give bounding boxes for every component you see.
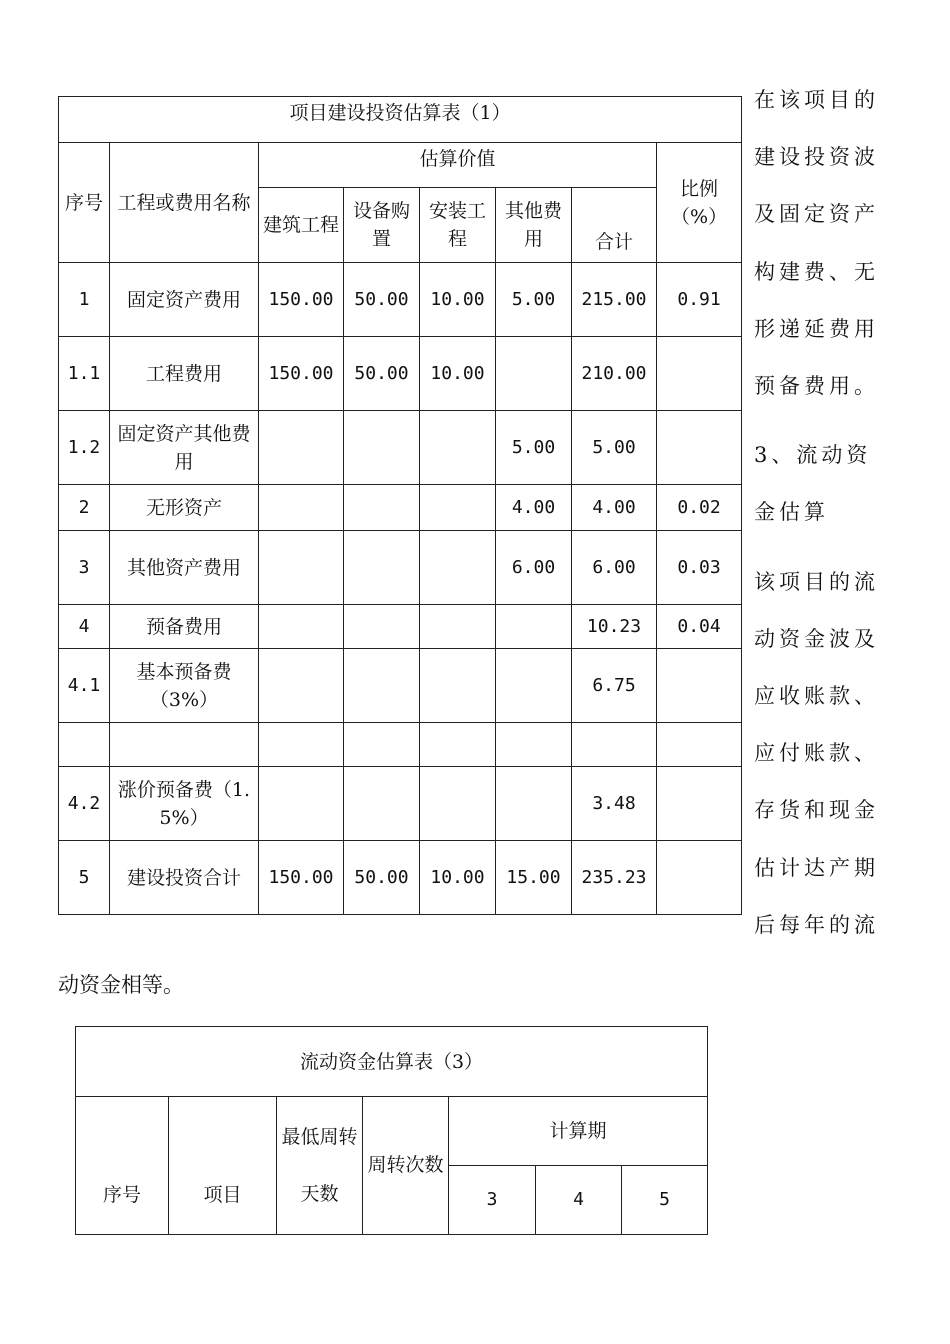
working-capital-table — [75, 1026, 708, 1235]
side-paragraphs — [754, 72, 889, 954]
header-estimate-value: 估算价值 — [259, 143, 657, 188]
cell-ratio — [657, 411, 742, 485]
cell-other — [496, 767, 572, 841]
table-row — [59, 723, 742, 767]
side-paragraph-1: 在该项目的建设投资波及固定资产构建费、无形递延费用预备费用。 — [754, 88, 879, 399]
cell-ratio: 0.02 — [657, 485, 742, 531]
table-row — [59, 841, 742, 915]
cell-build — [259, 649, 344, 723]
table-row — [59, 411, 742, 485]
cell-build — [259, 723, 344, 767]
cell-equip — [344, 605, 420, 649]
cell-ratio: 0.91 — [657, 263, 742, 337]
cell-equip: 50.00 — [344, 337, 420, 411]
cell-name: 固定资产其他费用 — [110, 411, 259, 485]
table2-header-seq: 序号 — [76, 1097, 169, 1235]
cell-seq: 5 — [59, 841, 110, 915]
header-equip: 设备购置 — [344, 188, 420, 263]
cell-total: 6.00 — [572, 531, 657, 605]
cell-other: 6.00 — [496, 531, 572, 605]
cell-other: 15.00 — [496, 841, 572, 915]
cell-name: 建设投资合计 — [110, 841, 259, 915]
table2-header-turnover: 周转次数 — [363, 1097, 449, 1235]
cell-install — [420, 411, 496, 485]
cell-build — [259, 531, 344, 605]
cell-other — [496, 605, 572, 649]
cell-equip — [344, 723, 420, 767]
cell-other — [496, 723, 572, 767]
header-total: 合计 — [572, 188, 657, 263]
cell-build — [259, 767, 344, 841]
cell-other: 5.00 — [496, 263, 572, 337]
cell-name: 预备费用 — [110, 605, 259, 649]
cell-seq: 2 — [59, 485, 110, 531]
cell-install — [420, 649, 496, 723]
header-name: 工程或费用名称 — [110, 143, 259, 263]
cell-name: 固定资产费用 — [110, 263, 259, 337]
header-install: 安装工程 — [420, 188, 496, 263]
cell-install — [420, 485, 496, 531]
cell-total: 10.23 — [572, 605, 657, 649]
table2-header-period: 计算期 — [449, 1097, 708, 1166]
header-ratio: 比例（%） — [657, 143, 742, 263]
cell-install — [420, 531, 496, 605]
cell-build: 150.00 — [259, 337, 344, 411]
cell-seq: 4.2 — [59, 767, 110, 841]
cell-other — [496, 337, 572, 411]
header-seq: 序号 — [59, 143, 110, 263]
cell-install: 10.00 — [420, 263, 496, 337]
header-build: 建筑工程 — [259, 188, 344, 263]
table2-title: 流动资金估算表（3） — [76, 1027, 708, 1097]
side-paragraph-3: 该项目的流动资金波及应收账款、应付账款、存货和现金估计达产期后每年的流 — [754, 569, 879, 937]
cell-build — [259, 485, 344, 531]
cell-equip — [344, 411, 420, 485]
cell-name: 基本预备费（3%） — [110, 649, 259, 723]
table-row — [59, 531, 742, 605]
continuation-text: 动资金相等。 — [58, 973, 184, 997]
cell-total: 6.75 — [572, 649, 657, 723]
cell-total: 5.00 — [572, 411, 657, 485]
table2-header-item: 项目 — [169, 1097, 277, 1235]
cell-ratio — [657, 841, 742, 915]
cell-install — [420, 723, 496, 767]
table2-period-3: 3 — [449, 1166, 536, 1235]
investment-estimate-table — [58, 96, 742, 915]
table-row — [59, 605, 742, 649]
cell-ratio — [657, 767, 742, 841]
cell-total — [572, 723, 657, 767]
table1-title: 项目建设投资估算表（1） — [59, 97, 742, 143]
cell-name: 其他资产费用 — [110, 531, 259, 605]
cell-other — [496, 649, 572, 723]
cell-name: 涨价预备费（1.5%） — [110, 767, 259, 841]
cell-total: 4.00 — [572, 485, 657, 531]
table-row — [59, 767, 742, 841]
cell-install — [420, 605, 496, 649]
cell-seq: 1.2 — [59, 411, 110, 485]
cell-equip — [344, 485, 420, 531]
table-row — [59, 649, 742, 723]
cell-total: 3.48 — [572, 767, 657, 841]
cell-total: 215.00 — [572, 263, 657, 337]
cell-seq: 3 — [59, 531, 110, 605]
cell-ratio — [657, 649, 742, 723]
table-row — [59, 337, 742, 411]
side-paragraph-2: 3、流动资金估算 — [754, 443, 872, 525]
cell-install: 10.00 — [420, 841, 496, 915]
cell-seq: 1 — [59, 263, 110, 337]
cell-equip — [344, 767, 420, 841]
cell-name — [110, 723, 259, 767]
cell-seq — [59, 723, 110, 767]
cell-equip — [344, 649, 420, 723]
cell-seq: 4.1 — [59, 649, 110, 723]
cell-build — [259, 411, 344, 485]
cell-ratio — [657, 337, 742, 411]
cell-other: 4.00 — [496, 485, 572, 531]
cell-ratio: 0.03 — [657, 531, 742, 605]
cell-ratio — [657, 723, 742, 767]
table2-period-5: 5 — [622, 1166, 708, 1235]
table-row — [59, 263, 742, 337]
cell-install — [420, 767, 496, 841]
cell-build: 150.00 — [259, 841, 344, 915]
table2-header-min-days: 最低周转天数 — [277, 1097, 363, 1235]
cell-name: 工程费用 — [110, 337, 259, 411]
cell-seq: 4 — [59, 605, 110, 649]
cell-equip: 50.00 — [344, 263, 420, 337]
cell-build: 150.00 — [259, 263, 344, 337]
table2-period-4: 4 — [536, 1166, 622, 1235]
header-other: 其他费用 — [496, 188, 572, 263]
cell-install: 10.00 — [420, 337, 496, 411]
cell-total: 235.23 — [572, 841, 657, 915]
cell-name: 无形资产 — [110, 485, 259, 531]
cell-other: 5.00 — [496, 411, 572, 485]
table-row — [59, 485, 742, 531]
cell-ratio: 0.04 — [657, 605, 742, 649]
cell-equip — [344, 531, 420, 605]
cell-build — [259, 605, 344, 649]
cell-equip: 50.00 — [344, 841, 420, 915]
cell-seq: 1.1 — [59, 337, 110, 411]
cell-total: 210.00 — [572, 337, 657, 411]
